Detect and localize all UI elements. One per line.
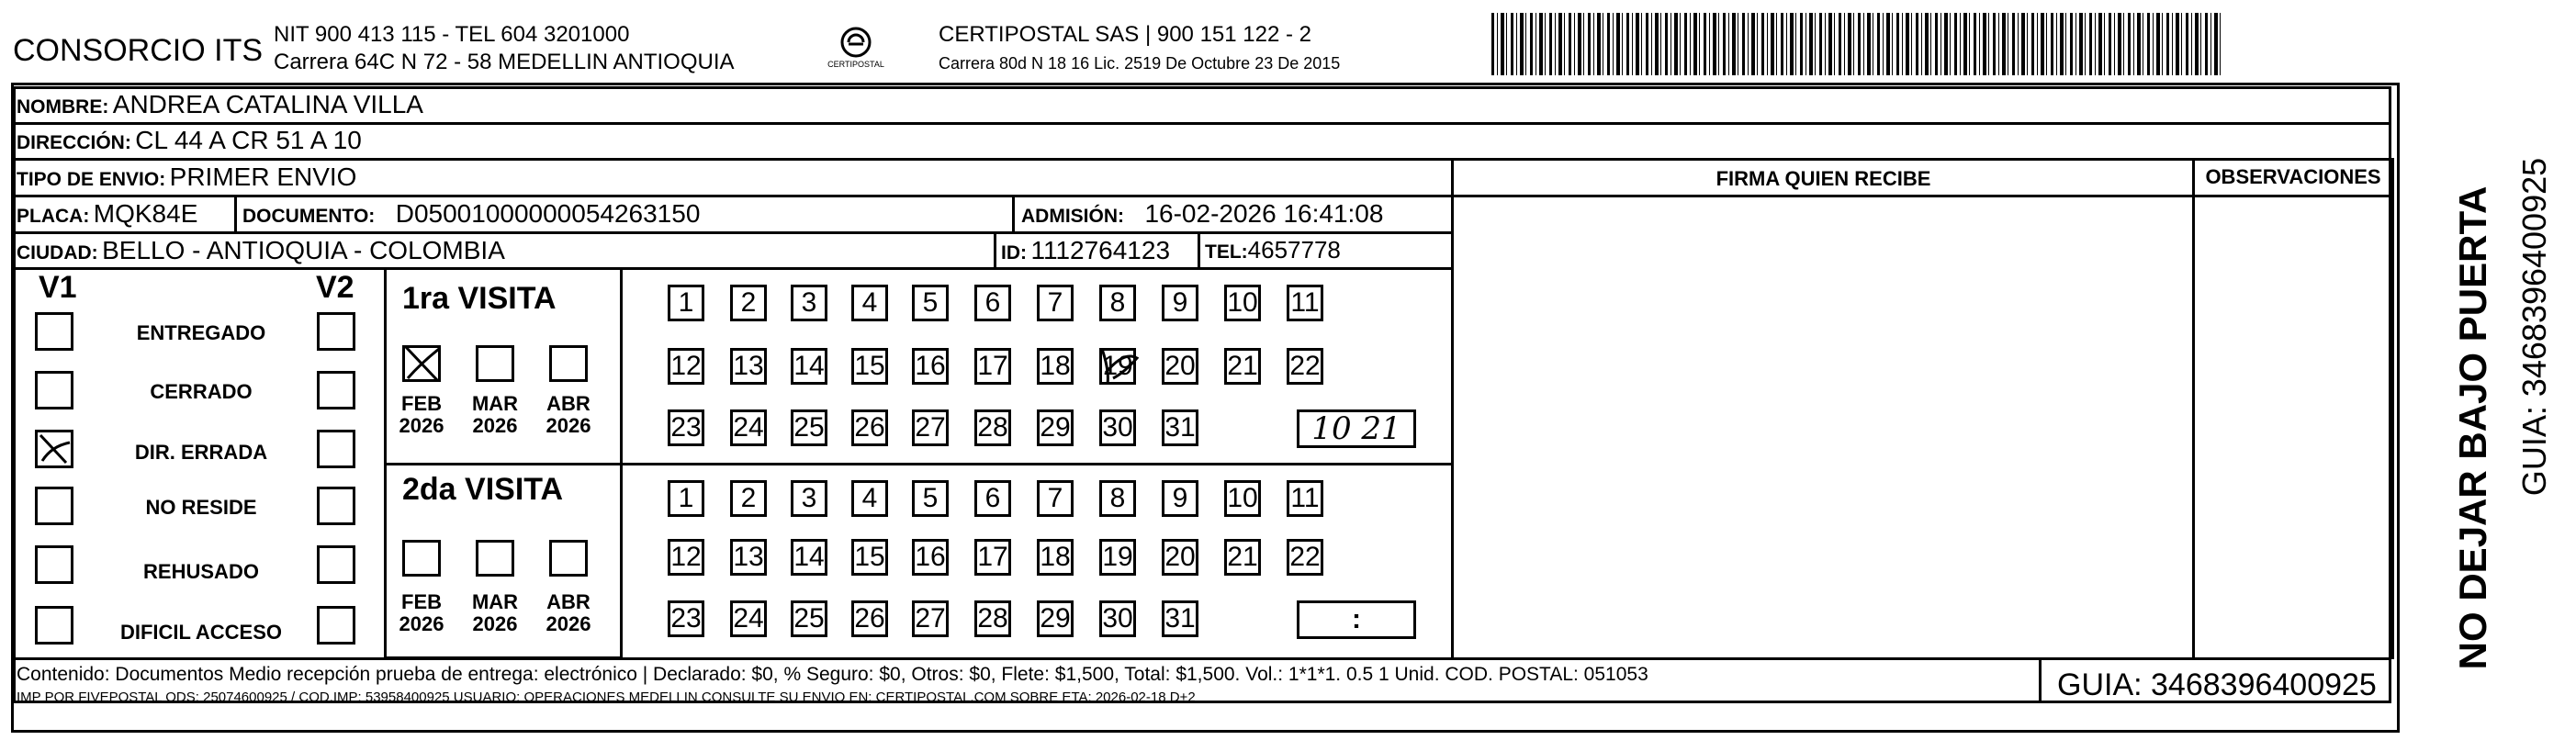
day-number: 24: [733, 603, 764, 633]
visit1-month-mar-box[interactable]: [476, 345, 514, 382]
visit1-day-box[interactable]: [1224, 285, 1261, 321]
nombre-value: ANDREA CATALINA VILLA: [112, 90, 423, 118]
v1-no-reside-checkbox[interactable]: [35, 487, 73, 525]
day-number: 20: [1164, 351, 1196, 381]
v2-dificil-acceso-checkbox[interactable]: [317, 606, 355, 645]
visit2-day-box[interactable]: [668, 480, 704, 517]
visit2-day-box[interactable]: [1162, 539, 1198, 576]
month-name: ABR: [546, 392, 591, 415]
admision-cell: [1021, 201, 1383, 227]
day-number: 27: [915, 603, 946, 633]
month-name: ABR: [546, 590, 591, 613]
visit1-day-box[interactable]: [668, 285, 704, 321]
documento-value: D05001000000054263150: [395, 199, 701, 228]
visit2-day-box[interactable]: [1099, 480, 1136, 517]
month-year: 2026: [546, 612, 591, 636]
day-number: 11: [1290, 287, 1320, 318]
month-name: FEB: [401, 392, 442, 415]
day-number: 1: [678, 287, 694, 318]
visit2-day-box[interactable]: [1162, 480, 1198, 517]
day-number: 7: [1047, 287, 1063, 318]
month-year: 2026: [399, 612, 444, 636]
visit2-day-box[interactable]: [851, 600, 888, 637]
status-dificil-acceso: DIFICIL ACCESO: [119, 621, 282, 644]
visit1-day-box[interactable]: [791, 409, 827, 446]
month-year: 2026: [546, 414, 591, 438]
visit1-day-box[interactable]: [974, 348, 1011, 385]
visit2-month-mar-box[interactable]: [476, 540, 514, 577]
visit2-month-feb: [394, 591, 449, 635]
status-dir-errada: DIR. ERRADA: [134, 441, 268, 464]
day-number: 27: [915, 412, 946, 443]
visit1-day-box[interactable]: [791, 348, 827, 385]
visit1-day-box[interactable]: [1099, 409, 1136, 446]
side-guia: GUIA: 3468396400925: [2515, 157, 2553, 497]
nombre-row: [17, 92, 423, 118]
day-number: 6: [984, 483, 1001, 513]
day-number: 23: [670, 412, 702, 443]
day-number: 20: [1164, 542, 1196, 572]
certipostal-logo-caption: CERTIPOSTAL: [827, 60, 884, 69]
day-number: 18: [1040, 542, 1071, 572]
day-number: 25: [793, 412, 825, 443]
footer-guia: GUIA: 3468396400925: [2057, 667, 2377, 702]
day-number: 4: [861, 483, 878, 513]
visit2-day-box[interactable]: [1224, 480, 1261, 517]
ciudad-cell: [17, 238, 505, 263]
day-number: 30: [1102, 603, 1133, 633]
day-number: 17: [977, 542, 1008, 572]
visit2-day-box[interactable]: [1037, 600, 1074, 637]
id-label: ID:: [1001, 242, 1027, 263]
visit1-day-box[interactable]: [912, 409, 949, 446]
visit2-day-box[interactable]: [851, 539, 888, 576]
day-number: 23: [670, 603, 702, 633]
visit1-day-box[interactable]: [1162, 348, 1198, 385]
visit1-day-box[interactable]: [791, 285, 827, 321]
observaciones-header: OBSERVACIONES: [2205, 165, 2381, 188]
day-number: 4: [861, 287, 878, 318]
visit2-time-box[interactable]: [1297, 600, 1416, 639]
carrier-info: CERTIPOSTAL SAS | 900 151 122 - 2: [939, 22, 1311, 47]
visit2-day-box[interactable]: [668, 539, 704, 576]
warning-no-dejar-bajo-puerta: NO DEJAR BAJO PUERTA: [2451, 185, 2494, 670]
day-number: 13: [733, 351, 764, 381]
day-number: 2: [740, 287, 757, 318]
tipo-envio-row: [17, 164, 356, 190]
visit1-day-box[interactable]: [730, 348, 767, 385]
visit1-day-box[interactable]: [1287, 348, 1323, 385]
day-number: 19: [1102, 542, 1133, 572]
v1-dificil-acceso-checkbox[interactable]: [35, 606, 73, 645]
day-number: 5: [922, 287, 939, 318]
day-number: 13: [733, 542, 764, 572]
day-number: 30: [1102, 412, 1133, 443]
visit1-day-box[interactable]: [851, 285, 888, 321]
day-number: 9: [1172, 483, 1188, 513]
visit1-day-box[interactable]: [1037, 409, 1074, 446]
company-address: Carrera 64C N 72 - 58 MEDELLIN ANTIOQUIA: [274, 50, 735, 74]
visit2-day-box[interactable]: [1287, 480, 1323, 517]
day-number: 24: [733, 412, 764, 443]
month-name: FEB: [401, 590, 442, 613]
v2-header: V2: [316, 270, 354, 305]
nombre-label: NOMBRE:: [17, 96, 109, 118]
tel-value: 4657778: [1247, 236, 1341, 263]
visit2-month-abr-box[interactable]: [549, 540, 588, 577]
tipo-envio-value: PRIMER ENVIO: [169, 163, 357, 191]
visit1-day-box[interactable]: [1162, 409, 1198, 446]
day-number: 8: [1109, 287, 1126, 318]
direccion-row: [17, 128, 362, 153]
day-number: 9: [1172, 287, 1188, 318]
day-number: 19: [1102, 351, 1133, 381]
day-number: 26: [854, 603, 885, 633]
v1-header: V1: [39, 270, 77, 305]
day-number: 14: [793, 542, 825, 572]
ciudad-label: CIUDAD:: [17, 242, 98, 263]
carrier-license: Carrera 80d N 18 16 Lic. 2519 De Octubre 23 De 2015: [939, 54, 1341, 73]
visit2-day-box[interactable]: [730, 480, 767, 517]
v1-dir-errada-checkbox[interactable]: [35, 430, 73, 468]
status-entregado: ENTREGADO: [136, 321, 266, 344]
visit2-day-box[interactable]: [912, 539, 949, 576]
documento-label: DOCUMENTO:: [242, 206, 376, 227]
visit2-day-box[interactable]: [791, 539, 827, 576]
day-number: 5: [922, 483, 939, 513]
visit1-day-box[interactable]: [668, 409, 704, 446]
visit2-day-box[interactable]: [1224, 539, 1261, 576]
day-number: 28: [977, 603, 1008, 633]
placa-value: MQK84E: [93, 199, 198, 228]
visit1-month-abr: [541, 393, 596, 437]
day-number: 10: [1227, 287, 1258, 318]
visit2-day-box[interactable]: [912, 600, 949, 637]
id-cell: [1001, 238, 1170, 263]
day-number: 2: [740, 483, 757, 513]
visit1-day-box[interactable]: [974, 285, 1011, 321]
visit1-day-box[interactable]: [1099, 348, 1136, 385]
visit2-day-box[interactable]: [1037, 539, 1074, 576]
visit1-month-mar: [467, 393, 523, 437]
visit1-day-box[interactable]: [851, 348, 888, 385]
company-name: CONSORCIO ITS: [13, 33, 264, 68]
month-name: MAR: [471, 392, 519, 415]
admision-label: ADMISIÓN:: [1021, 206, 1124, 227]
visit2-day-box[interactable]: [791, 600, 827, 637]
day-number: 12: [670, 542, 702, 572]
handwritten-mark-icon: [1097, 345, 1139, 386]
v1-rehusado-checkbox[interactable]: [35, 545, 73, 584]
visit1-time-handwritten: 10 21: [1311, 410, 1401, 447]
day-number: 31: [1164, 603, 1196, 633]
day-number: 28: [977, 412, 1008, 443]
day-number: 12: [670, 351, 702, 381]
visit2-day-box[interactable]: [791, 480, 827, 517]
month-name: MAR: [471, 590, 519, 613]
ciudad-value: BELLO - ANTIOQUIA - COLOMBIA: [102, 236, 505, 264]
visit1-day-box[interactable]: [1037, 348, 1074, 385]
company-nit: NIT 900 413 115 - TEL 604 3201000: [274, 22, 630, 47]
firma-header: FIRMA QUIEN RECIBE: [1715, 167, 1931, 190]
visit2-day-box[interactable]: [668, 600, 704, 637]
visit1-day-box[interactable]: [730, 409, 767, 446]
day-number: 11: [1290, 483, 1320, 513]
visit1-month-abr-box[interactable]: [549, 345, 588, 382]
tel-label: TEL:: [1205, 241, 1248, 263]
footer-imp-line: IMP POR FIVEPOSTAL ODS: 25074600925 / COD.IMP: 53958400925 USUARIO: OPERACIONES MEDELLIN CONSULTE SU ENVIO EN: CERTIPOSTAL.COM SOBRE ETA: 2026-02-18 D+2: [17, 690, 1196, 705]
visit2-day-box[interactable]: [1287, 539, 1323, 576]
visit1-day-box[interactable]: [974, 409, 1011, 446]
visit2-day-box[interactable]: [730, 539, 767, 576]
month-year: 2026: [399, 414, 444, 438]
visit2-month-feb-box[interactable]: [402, 540, 441, 577]
status-rehusado: REHUSADO: [143, 560, 259, 583]
day-number: 8: [1109, 483, 1126, 513]
day-number: 18: [1040, 351, 1071, 381]
status-no-reside: NO RESIDE: [145, 496, 257, 519]
day-number: 26: [854, 412, 885, 443]
day-number: 21: [1227, 351, 1258, 381]
check-mark-icon: [35, 430, 73, 468]
day-number: 25: [793, 603, 825, 633]
footer-content-line: Contenido: Documentos Medio recepción prueba de entrega: electrónico | Declarado: $0, % Seguro: $0, Otros: $0, Flete: $1,500, Total: $1,500. Vol.: 1*1*1. 0.5 1 Unid. COD. POSTAL: 051053: [17, 664, 1648, 685]
check-mark-icon: [402, 345, 441, 382]
day-number: 21: [1227, 542, 1258, 572]
status-cerrado: CERRADO: [150, 380, 253, 403]
day-number: 1: [678, 483, 694, 513]
day-number: 22: [1289, 542, 1321, 572]
tel-cell: [1205, 238, 1341, 262]
visit2-day-box[interactable]: [1099, 539, 1136, 576]
visit2-day-box[interactable]: [974, 539, 1011, 576]
visit2-time-placeholder: :: [1352, 604, 1361, 634]
visit1-day-box[interactable]: [1162, 285, 1198, 321]
day-number: 10: [1227, 483, 1258, 513]
visit1-title: 1ra VISITA: [402, 281, 557, 316]
day-number: 14: [793, 351, 825, 381]
visit1-day-box[interactable]: [1287, 285, 1323, 321]
visit1-day-box[interactable]: [668, 348, 704, 385]
month-year: 2026: [472, 612, 518, 636]
day-number: 15: [854, 351, 885, 381]
certipostal-logo: [827, 26, 884, 72]
visit1-day-box[interactable]: [730, 285, 767, 321]
visit1-day-box[interactable]: [1037, 285, 1074, 321]
visit2-day-box[interactable]: [974, 600, 1011, 637]
tipo-envio-label: TIPO DE ENVIO:: [17, 169, 166, 190]
visit2-day-box[interactable]: [1037, 480, 1074, 517]
day-number: 6: [984, 287, 1001, 318]
day-number: 3: [801, 483, 817, 513]
visit2-day-box[interactable]: [1099, 600, 1136, 637]
visit1-day-box[interactable]: [851, 409, 888, 446]
visit2-day-box[interactable]: [1162, 600, 1198, 637]
visit1-day-box[interactable]: [912, 348, 949, 385]
v1-cerrado-checkbox[interactable]: [35, 371, 73, 409]
day-number: 17: [977, 351, 1008, 381]
visit1-time-box[interactable]: [1297, 409, 1416, 448]
direccion-label: DIRECCIÓN:: [17, 132, 131, 153]
day-number: 16: [915, 351, 946, 381]
direccion-value: CL 44 A CR 51 A 10: [135, 126, 362, 154]
visit1-day-box[interactable]: [912, 285, 949, 321]
visit2-month-mar: [467, 591, 523, 635]
placa-cell: [17, 201, 197, 227]
visit1-month-feb-box[interactable]: [402, 345, 441, 382]
barcode: [1491, 13, 2221, 75]
visit2-title: 2da VISITA: [402, 472, 564, 507]
placa-label: PLACA:: [17, 206, 90, 227]
day-number: 16: [915, 542, 946, 572]
month-year: 2026: [472, 414, 518, 438]
visit2-day-box[interactable]: [912, 480, 949, 517]
v2-dir-errada-checkbox[interactable]: [317, 430, 355, 468]
day-number: 3: [801, 287, 817, 318]
visit2-day-box[interactable]: [730, 600, 767, 637]
admision-value: 16-02-2026 16:41:08: [1144, 199, 1384, 228]
day-number: 29: [1040, 603, 1071, 633]
v2-rehusado-checkbox[interactable]: [317, 545, 355, 584]
day-number: 31: [1164, 412, 1196, 443]
visit1-day-box[interactable]: [1099, 285, 1136, 321]
day-number: 7: [1047, 483, 1063, 513]
v1-entregado-checkbox[interactable]: [35, 312, 73, 351]
visit1-day-box[interactable]: [1224, 348, 1261, 385]
visit2-month-abr: [541, 591, 596, 635]
day-number: 15: [854, 542, 885, 572]
documento-cell: [242, 201, 700, 227]
visit1-month-feb: [394, 393, 449, 437]
day-number: 29: [1040, 412, 1071, 443]
v2-no-reside-checkbox[interactable]: [317, 487, 355, 525]
v2-cerrado-checkbox[interactable]: [317, 371, 355, 409]
visit2-day-box[interactable]: [851, 480, 888, 517]
v2-entregado-checkbox[interactable]: [317, 312, 355, 351]
id-value: 1112764123: [1030, 236, 1171, 264]
day-number: 22: [1289, 351, 1321, 381]
visit2-day-box[interactable]: [974, 480, 1011, 517]
